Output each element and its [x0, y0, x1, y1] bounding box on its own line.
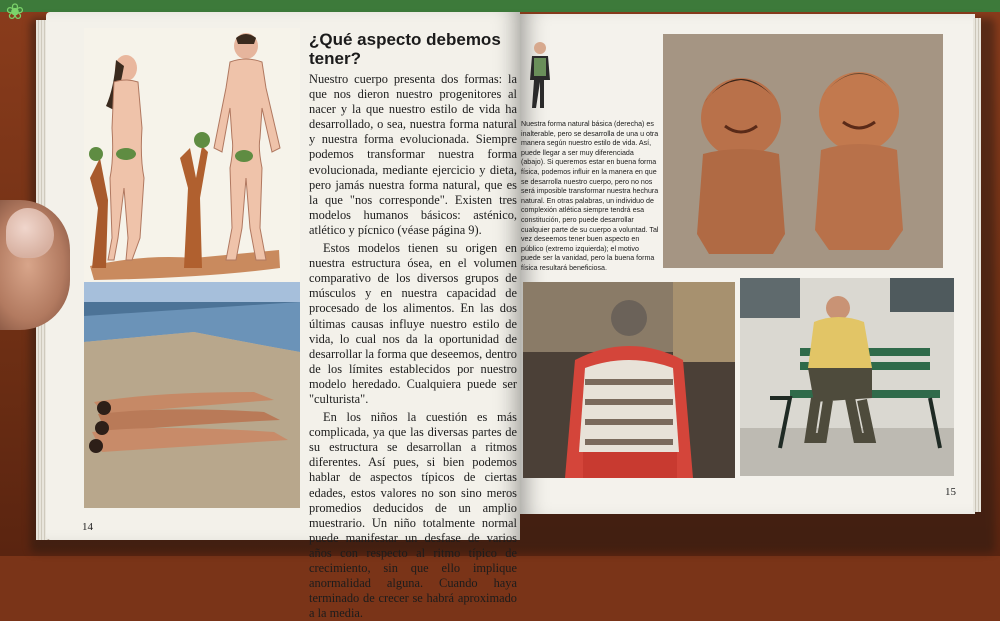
page-number-left: 14 [82, 521, 93, 533]
children-sand-photo [663, 34, 943, 268]
page-number-right: 15 [945, 486, 956, 498]
elderly-man-bench-photo [740, 278, 954, 476]
paragraph: En los niños la cuestión es más complicada, ya que las diversas partes de su estructura se desarrollan a ritmos diferentes. Así pues, si bien podemos hablar de aspectos típicos de ciertas edades, estos valores no son sino meros promedios deducidos de un amplio muestrario. Un niño totalmente normal puede manifestar un desfase de varios años con respecto al ritmo típico de crecimiento, sin que ello implique anormalidad alguna. Cuando haya terminado de crecer se habrá aproximado a la media. [309, 410, 517, 621]
right-page-edges [973, 18, 981, 512]
beach-sunbathers-photo [84, 282, 300, 508]
photo-caption: Nuestra forma natural básica (derecha) es inalterable, pero se desarrolla de una u otra manera según nuestro estilo de vida. Así, puede llegar a ser muy diferenciada (abajo). Si queremos estar en buena forma física, podemos influir en la manera en que se desarrolla nuestro cuerpo, pero no nos será imposible transformar nuestra hechura natural. En otras palabras, un individuo de complexión atlética siempre tendrá esa constitución, pero puede desarrollar cualquier parte de su cuerpo a voluntad. Tal vez deseemos tener buen aspecto en público (extremo izquierda); el motivo puede ser la vanidad, pero la buena forma física resultará beneficiosa. [521, 120, 659, 272]
thumbnail-nail [6, 208, 54, 258]
small-man-illustration [522, 40, 558, 112]
elderly-woman-market-photo [523, 282, 735, 478]
green-border [0, 0, 1000, 12]
article-body [309, 72, 517, 621]
leaf-icon: ❀ [5, 0, 25, 25]
adam-eve-illustration [84, 28, 300, 286]
paragraph: Nuestro cuerpo presenta dos formas: la que nos dieron nuestro progenitores al nacer y la que nuestro estilo de vida ha desarrollado, o sea, nuestra forma natural y nuestra forma evolucionada. Siempre podemos transformar nuestra forma evolucionada, mediante ejercicio y dieta, pero jamás nuestra forma natural, que es la que "nos corresponde". Existen tres modelos humanos básicos: asténico, atlético y pícnico (véase página 9). [309, 72, 517, 237]
paragraph: Estos modelos tienen su origen en nuestra estructura ósea, en el volumen comparativo de los diversos grupos de músculos y en nuestra capacidad de procesado de los alimentos. En las dos últimas causas influye nuestro estilo de vida, lo cual nos da la oportunidad de desarrollar la forma que deseemos, dentro de los límites establecidos por nuestro modelo heredado. Cualquiera puede ser "culturista". [309, 241, 517, 406]
article-heading: ¿Qué aspecto debemos tener? [309, 30, 501, 68]
